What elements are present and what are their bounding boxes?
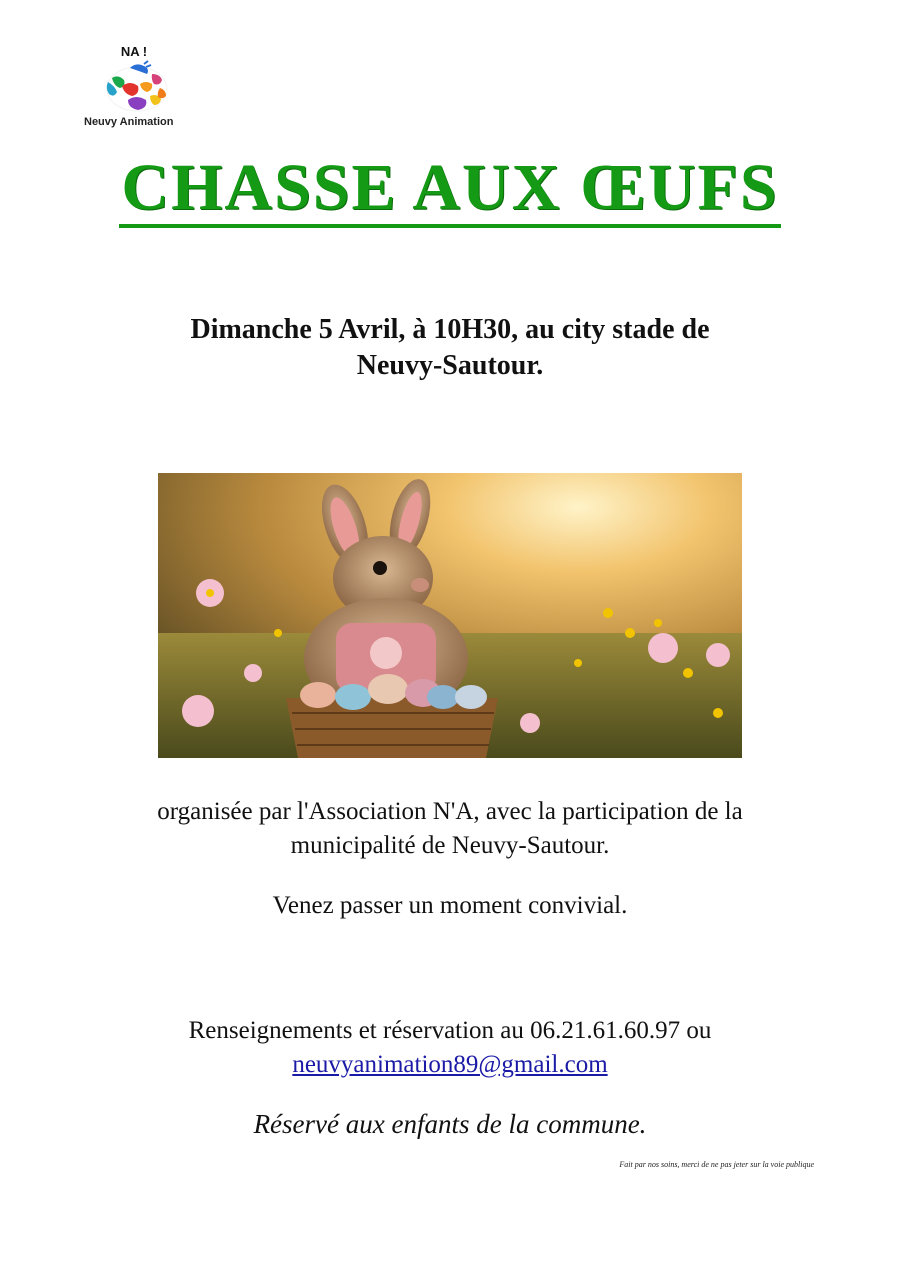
event-line-2: Neuvy-Sautour. xyxy=(356,350,544,381)
easter-bunny-illustration xyxy=(158,473,742,758)
footnote: Fait par nos soins, merci de ne pas jeter sur la voie publique xyxy=(619,1160,814,1169)
email-link[interactable]: neuvyanimation89@gmail.com xyxy=(292,1051,608,1078)
contact-line: Renseignements et réservation au 06.21.61.60.97 ou xyxy=(188,1017,712,1044)
contact-info xyxy=(0,1014,900,1082)
reserve-note: Réservé aux enfants de la commune. xyxy=(253,1109,647,1139)
event-details xyxy=(0,312,900,384)
colorful-hands-logo-icon xyxy=(100,60,174,118)
organizer-line-1: organisée par l'Association N'A, avec la participation de la xyxy=(157,798,743,825)
organizer-line-2: municipalité de Neuvy-Sautour. xyxy=(290,832,610,859)
logo-name: Neuvy Animation xyxy=(84,116,174,128)
association-logo xyxy=(84,40,204,135)
poster-title-text: CHASSE AUX ŒUFS xyxy=(119,152,780,228)
organizer-text xyxy=(0,795,900,863)
poster-title xyxy=(0,150,900,228)
logo-top-text: NA ! xyxy=(120,44,148,59)
invite-text: Venez passer un moment convivial. xyxy=(272,892,628,919)
easter-bunny-photo xyxy=(158,473,742,758)
event-line-1: Dimanche 5 Avril, à 10H30, au city stade de xyxy=(190,314,710,345)
